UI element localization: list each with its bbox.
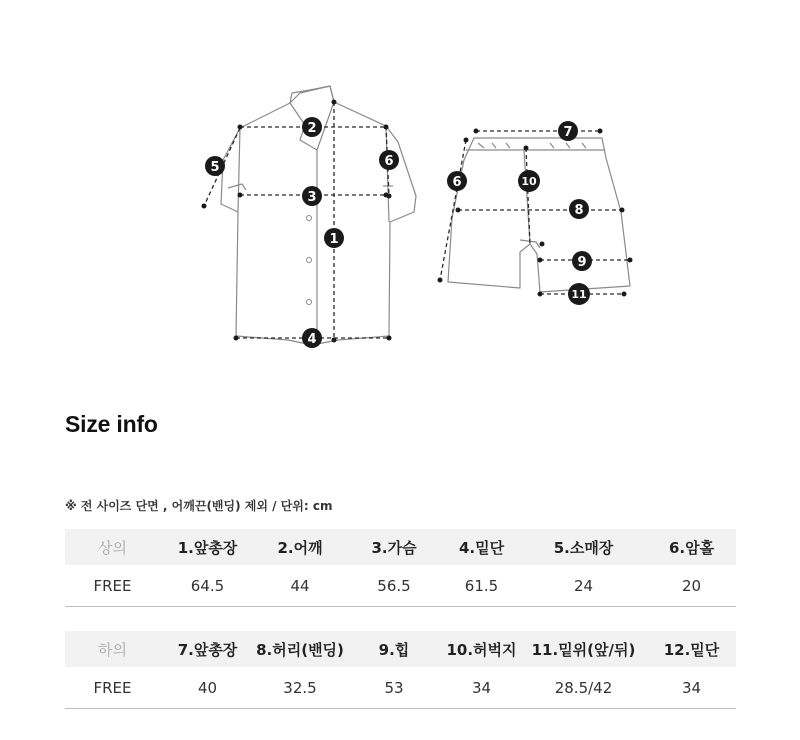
svg-text:7: 7 <box>563 125 573 140</box>
svg-text:6: 6 <box>452 175 462 190</box>
shorts-measure-lines <box>440 131 630 294</box>
badge-5 <box>205 156 225 176</box>
column-header: 3.가슴 <box>345 529 443 565</box>
svg-text:9: 9 <box>577 255 587 270</box>
table-cell: 34 <box>443 667 520 709</box>
table-header-row <box>65 631 736 667</box>
shirt-buttons <box>307 216 312 305</box>
table-cell: 20 <box>647 565 736 607</box>
size-label: FREE <box>65 667 160 709</box>
badge-8 <box>569 199 589 219</box>
shirt-measure-lines <box>204 102 389 340</box>
svg-text:2: 2 <box>307 121 317 136</box>
column-header: 12.밑단 <box>647 631 736 667</box>
badge-6 <box>379 150 399 170</box>
shirt-measure-endpoints <box>202 100 392 343</box>
svg-text:5: 5 <box>210 160 220 175</box>
table-cell: 44 <box>255 565 345 607</box>
column-header: 10.허벅지 <box>443 631 520 667</box>
column-header: 2.어깨 <box>255 529 345 565</box>
table-row <box>65 667 736 709</box>
svg-text:8: 8 <box>574 203 584 218</box>
badge-7 <box>558 121 578 141</box>
table-header-row <box>65 529 736 565</box>
svg-text:10: 10 <box>521 175 537 188</box>
column-header: 7.앞총장 <box>160 631 255 667</box>
column-header: 4.밑단 <box>443 529 520 565</box>
table-row <box>65 565 736 607</box>
badge-11 <box>568 283 590 305</box>
column-header: 8.허리(밴딩) <box>255 631 345 667</box>
shirt-number-badges <box>205 117 399 348</box>
svg-text:4: 4 <box>307 332 317 347</box>
badge-3 <box>302 186 322 206</box>
table-cell: 28.5/42 <box>520 667 647 709</box>
column-header: 11.밑위(앞/뒤) <box>520 631 647 667</box>
table-cell: 24 <box>520 565 647 607</box>
svg-text:11: 11 <box>571 288 587 301</box>
table-cell: 40 <box>160 667 255 709</box>
column-header: 1.앞총장 <box>160 529 255 565</box>
shorts-illustration <box>448 138 630 292</box>
table-cell: 32.5 <box>255 667 345 709</box>
top-size-table <box>65 529 736 607</box>
measurement-note: ※ 전 사이즈 단면 , 어깨끈(밴딩) 제외 / 단위: cm <box>65 499 333 513</box>
category-label: 상의 <box>65 529 160 565</box>
size-label: FREE <box>65 565 160 607</box>
badge-2 <box>302 117 322 137</box>
table-cell: 56.5 <box>345 565 443 607</box>
svg-text:6: 6 <box>384 154 394 169</box>
section-title: Size info <box>65 411 158 437</box>
badge-1 <box>324 228 344 248</box>
column-header: 9.힙 <box>345 631 443 667</box>
category-label: 하의 <box>65 631 160 667</box>
svg-text:3: 3 <box>307 190 317 205</box>
badge-10 <box>518 170 540 192</box>
table-cell: 61.5 <box>443 565 520 607</box>
badge-6 <box>447 171 467 191</box>
badge-9 <box>572 251 592 271</box>
table-cell: 53 <box>345 667 443 709</box>
table-cell: 34 <box>647 667 736 709</box>
badge-4 <box>302 328 322 348</box>
column-header: 5.소매장 <box>520 529 647 565</box>
bottom-size-table <box>65 631 736 709</box>
column-header: 6.암홀 <box>647 529 736 565</box>
table-cell: 64.5 <box>160 565 255 607</box>
svg-text:1: 1 <box>329 232 339 247</box>
